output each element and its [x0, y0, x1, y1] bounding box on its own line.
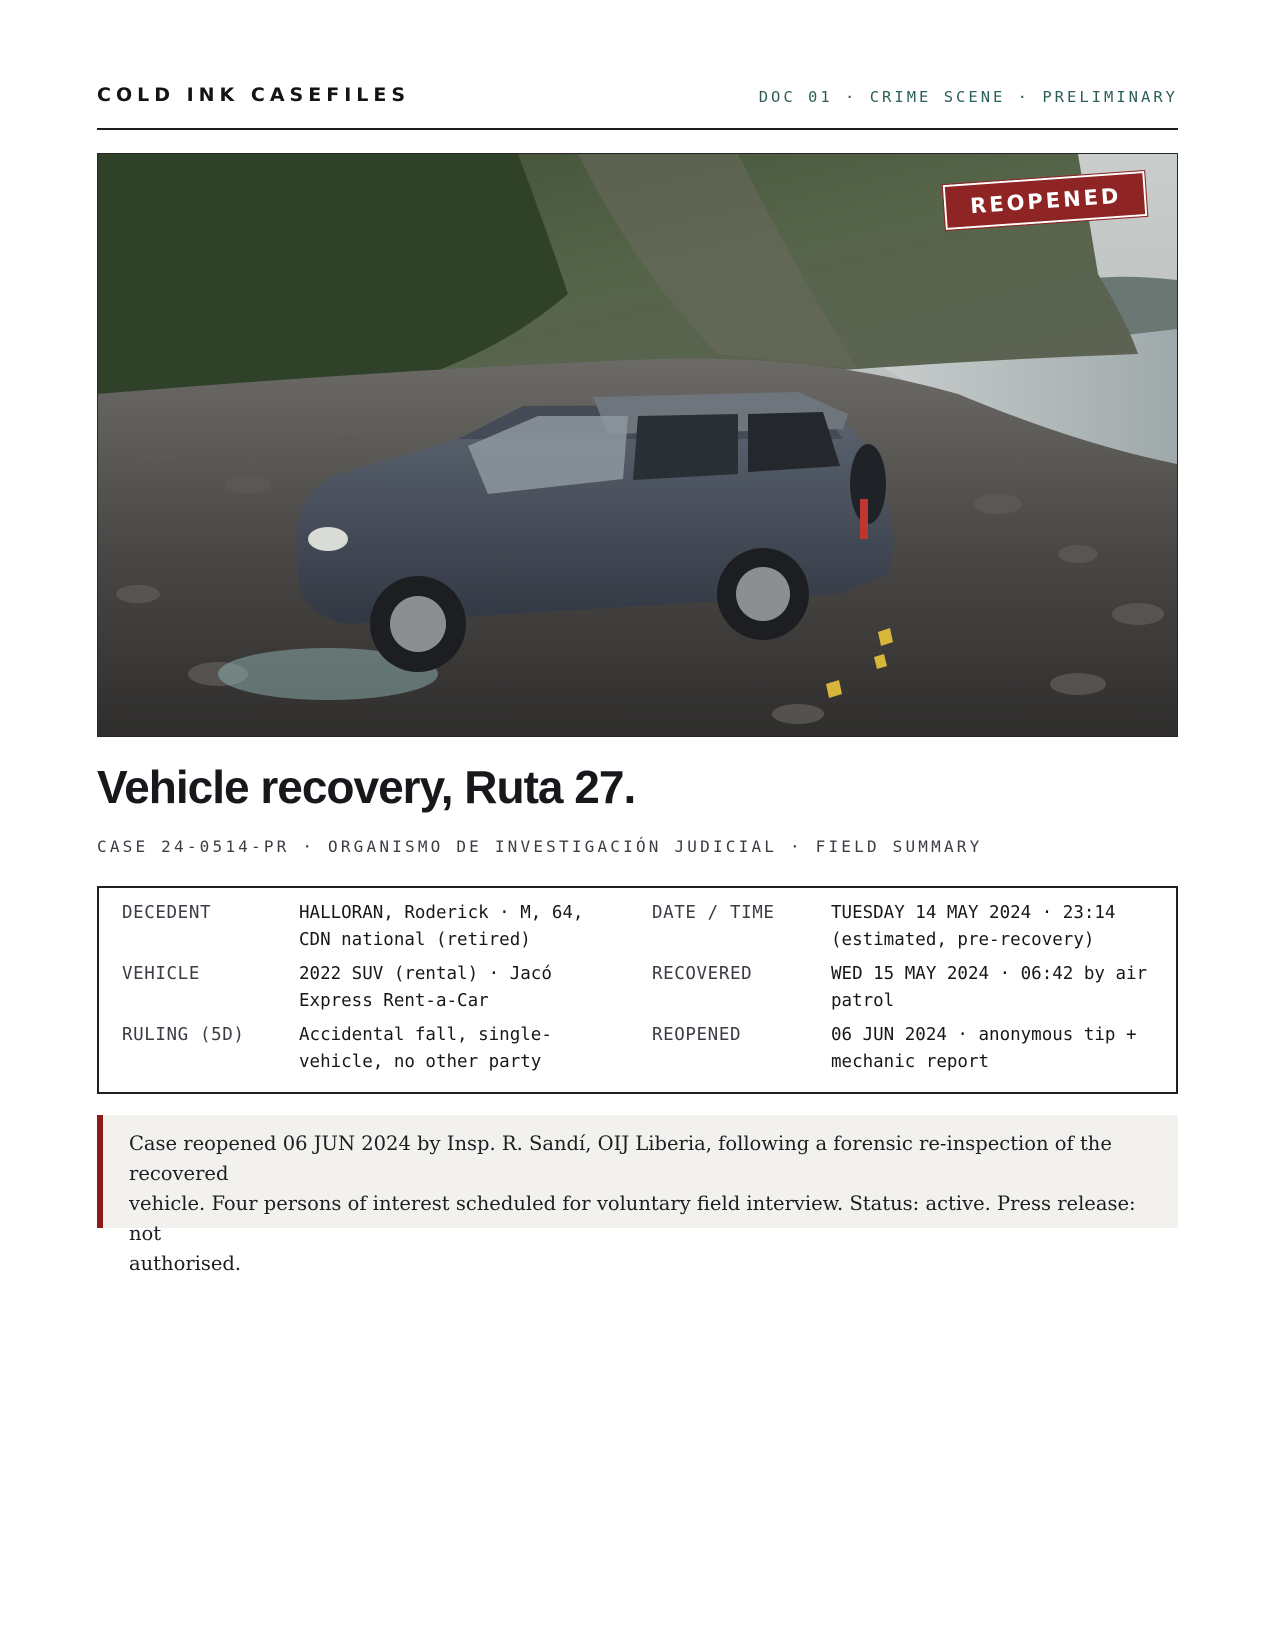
vehicle-value-line1: 2022 SUV (rental) · Jacó	[299, 964, 552, 984]
note-text	[129, 1129, 1159, 1279]
decedent-value-line1: HALLORAN, Roderick · M, 64,	[299, 903, 584, 923]
recovered-value-line2: patrol	[831, 991, 895, 1011]
case-facts-table	[97, 886, 1178, 1094]
vehicle-value-line2: Express Rent-a-Car	[299, 991, 489, 1011]
note-line-3: authorised.	[129, 1252, 242, 1275]
case-status-note	[97, 1115, 1178, 1275]
reopened-value-line2: mechanic report	[831, 1052, 990, 1072]
decedent-value-line2: CDN national (retired)	[299, 930, 531, 950]
recovered-value-line1: WED 15 MAY 2024 · 06:42 by air	[831, 964, 1148, 984]
document-reference: DOC 01 · CRIME SCENE · PRELIMINARY	[758, 88, 1178, 106]
page-title: Vehicle recovery, Ruta 27.	[97, 761, 636, 813]
case-subtitle: CASE 24-0514-PR · ORGANISMO DE INVESTIGACIÓN JUDICIAL · FIELD SUMMARY	[97, 837, 983, 856]
datetime-value-line1: TUESDAY 14 MAY 2024 · 23:14	[831, 903, 1116, 923]
note-line-1: Case reopened 06 JUN 2024 by Insp. R. Sandí, OIJ Liberia, following a forensic re-inspection of the recovered	[129, 1132, 1112, 1185]
ruling-label: RULING (5D)	[122, 1025, 245, 1045]
datetime-label: DATE / TIME	[652, 903, 775, 923]
ruling-value-line1: Accidental fall, single-	[299, 1025, 552, 1045]
scene-illustration	[98, 154, 1177, 736]
reopened-label: REOPENED	[652, 1025, 742, 1045]
reopened-value-line1: 06 JUN 2024 · anonymous tip +	[831, 1025, 1137, 1045]
vehicle-label: VEHICLE	[122, 964, 200, 984]
recovered-label: RECOVERED	[652, 964, 753, 984]
brand-wordmark: COLD INK CASEFILES	[97, 84, 411, 106]
crime-scene-photo	[97, 153, 1178, 737]
datetime-value-line2: (estimated, pre-recovery)	[831, 930, 1095, 950]
note-line-2: vehicle. Four persons of interest scheduled for voluntary field interview. Status: active. Press release: not	[129, 1192, 1136, 1245]
document-header	[97, 84, 1178, 130]
decedent-label: DECEDENT	[122, 903, 212, 923]
reopened-stamp: REOPENED	[942, 171, 1147, 230]
ruling-value-line2: vehicle, no other party	[299, 1052, 542, 1072]
